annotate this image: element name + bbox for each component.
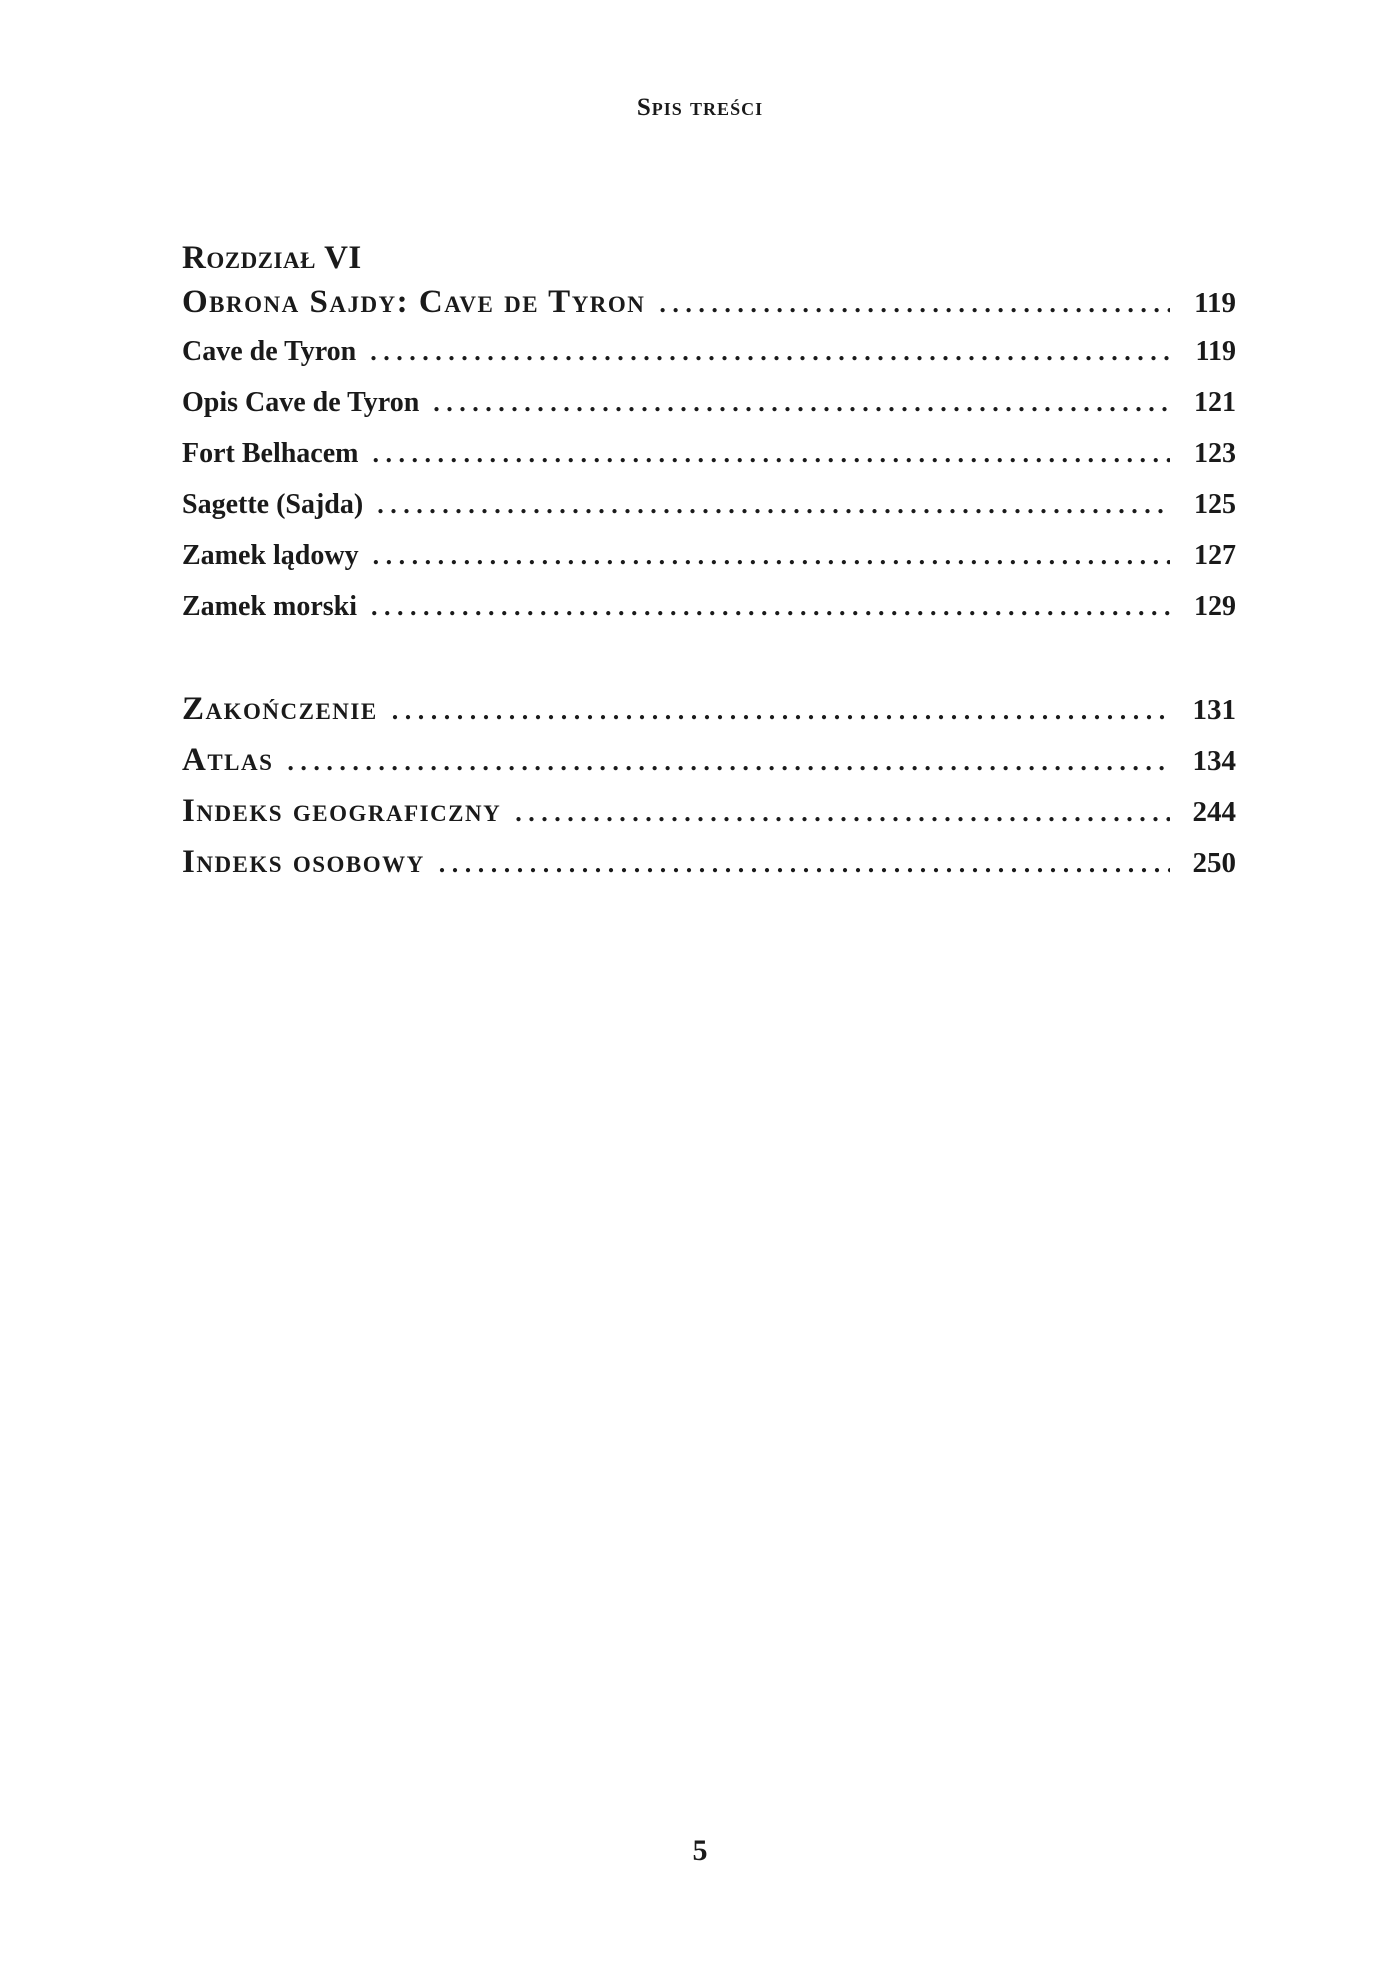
dot-leader	[439, 849, 1170, 879]
toc-entry-title: Opis Cave de Tyron	[182, 387, 420, 418]
toc-entry-page: 123	[1194, 438, 1236, 469]
dot-leader	[392, 696, 1170, 726]
running-head: Spis treści	[636, 94, 764, 121]
toc-entry[interactable]	[182, 336, 1236, 376]
chapter-title: Obrona Sajdy: Cave de Tyron	[182, 284, 646, 320]
toc-entry-page: 129	[1194, 591, 1236, 622]
back-matter-entry[interactable]	[182, 844, 1236, 884]
dot-leader	[373, 541, 1170, 571]
chapter-label: Rozdział VI	[182, 240, 362, 276]
back-matter-page: 244	[1192, 796, 1236, 828]
toc-entry-title: Zamek lądowy	[182, 540, 359, 571]
dot-leader	[515, 798, 1170, 828]
back-matter-entry[interactable]	[182, 793, 1236, 833]
dot-leader	[287, 747, 1170, 777]
toc-entry-title: Cave de Tyron	[182, 336, 357, 367]
toc-entry-title: Sagette (Sajda)	[182, 489, 364, 520]
chapter-page: 119	[1194, 287, 1236, 319]
page-number: 5	[692, 1834, 708, 1867]
dot-leader	[659, 289, 1170, 319]
back-matter-title: Zakończenie	[182, 691, 378, 727]
toc-entry-page: 127	[1194, 540, 1236, 571]
back-matter-title: Indeks osobowy	[182, 844, 425, 880]
toc-entry-page: 119	[1195, 336, 1236, 367]
toc-entry-title: Zamek morski	[182, 591, 357, 622]
dot-leader	[371, 592, 1170, 622]
dot-leader	[377, 490, 1170, 520]
toc-entry-page: 121	[1194, 387, 1236, 418]
toc-entry[interactable]	[182, 387, 1236, 427]
back-matter-title: Indeks geograficzny	[182, 793, 502, 829]
toc-entry-title: Fort Belhacem	[182, 438, 359, 469]
dot-leader	[370, 337, 1170, 367]
toc-entry[interactable]	[182, 540, 1236, 580]
toc-entry-page: 125	[1194, 489, 1236, 520]
toc-entry[interactable]	[182, 591, 1236, 631]
dot-leader	[373, 439, 1171, 469]
dot-leader	[433, 388, 1170, 418]
back-matter-title: Atlas	[182, 742, 274, 778]
back-matter-entry[interactable]	[182, 691, 1236, 731]
back-matter-page: 131	[1192, 694, 1236, 726]
chapter-title-row[interactable]	[182, 284, 1236, 324]
back-matter-entry[interactable]	[182, 742, 1236, 782]
back-matter-page: 134	[1192, 745, 1236, 777]
back-matter-page: 250	[1192, 847, 1236, 879]
toc-entry[interactable]	[182, 489, 1236, 529]
toc-entry[interactable]	[182, 438, 1236, 478]
